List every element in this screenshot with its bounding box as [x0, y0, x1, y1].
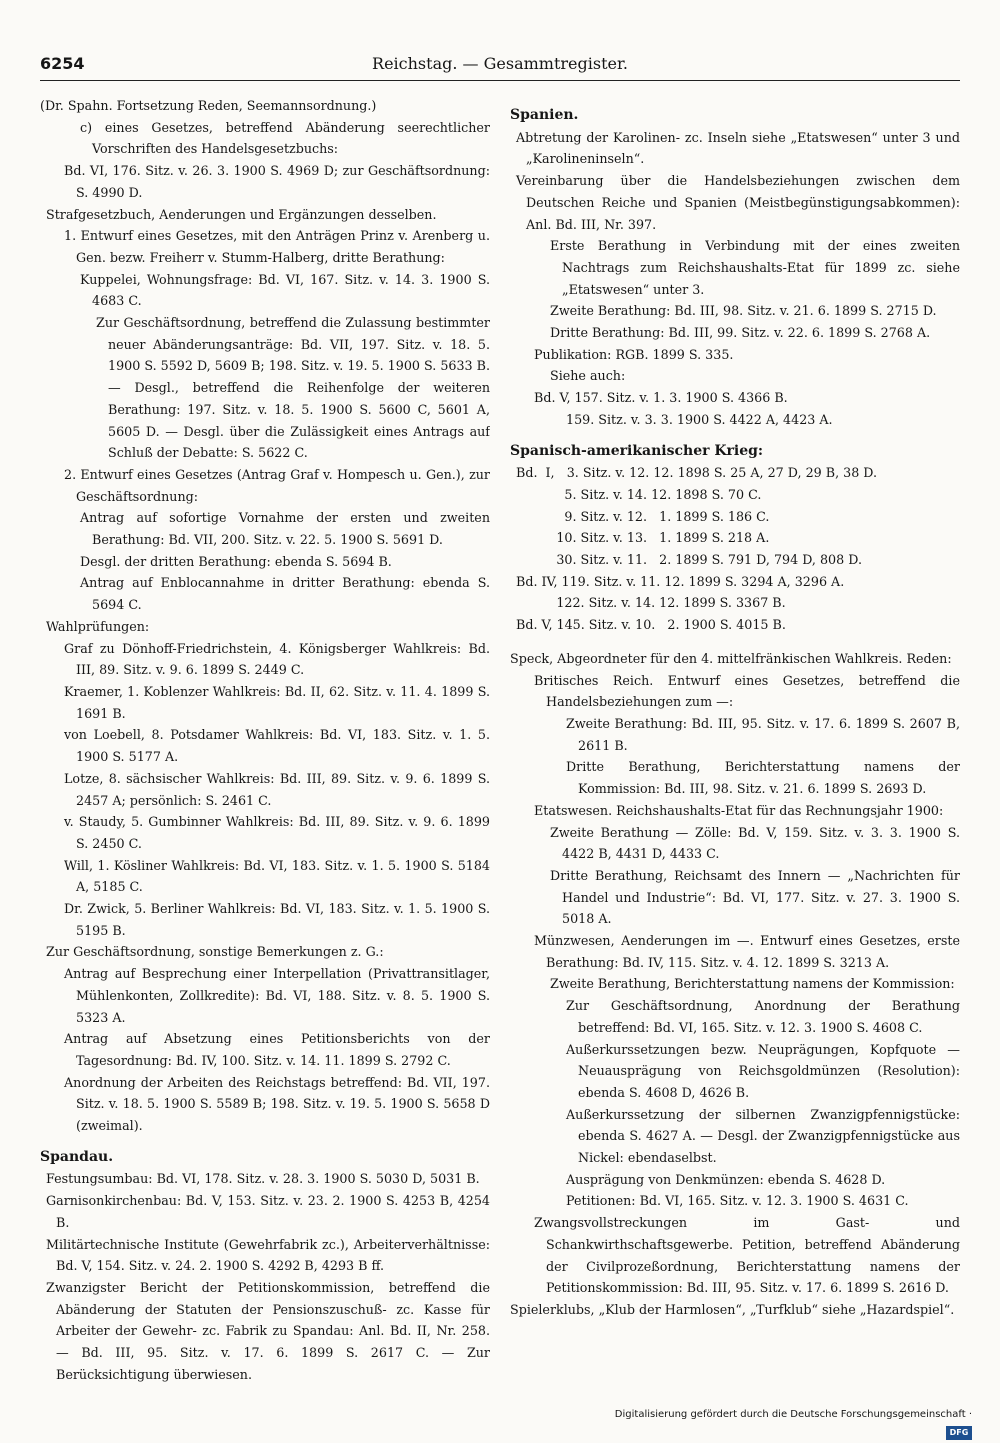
index-entry: Zwanzigster Bericht der Petitionskommission, betreffend die Abänderung der Statuten der Pensionszuschuß- zc. Kasse für Arbeiter der Gewehr- zc. Fabrik zu Spandau: Anl. Bd. II, Nr. 258. — Bd. III, 95. Sitz. v. 17. 6. 1899 S. 2617 C. — Zur Berücksichtigung überwiesen. — [46, 1279, 490, 1382]
index-entry: Dr. Zwick, 5. Berliner Wahlkreis: Bd. VI, 183. Sitz. v. 1. 5. 1900 S. 5195 B. — [64, 901, 490, 938]
index-entry: Zweite Berathung: Bd. III, 95. Sitz. v. 17. 6. 1899 S. 2607 B, 2611 B. — [566, 715, 960, 753]
index-entry: Bd. IV, 119. Sitz. v. 11. 12. 1899 S. 3294 A, 3296 A. — [516, 573, 845, 589]
index-entry: Speck, Abgeordneter für den 4. mittelfränkischen Wahlkreis. Reden: — [510, 650, 952, 666]
index-entry: Strafgesetzbuch, Aenderungen und Ergänzungen desselben. — [46, 206, 437, 222]
index-entry: 122. Sitz. v. 14. 12. 1899 S. 3367 B. — [516, 595, 786, 611]
index-entry: Wahlprüfungen: — [46, 618, 150, 634]
index-entry: Antrag auf Enblocannahme in dritter Berathung: ebenda S. 5694 C. — [80, 575, 490, 613]
index-entry: Bd. I, 3. Sitz. v. 12. 12. 1898 S. 25 A, 27 D, 29 B, 38 D. — [516, 465, 878, 481]
index-entry: Graf zu Dönhoff-Friedrichstein, 4. Königsberger Wahlkreis: Bd. III, 89. Sitz. v. 9. 6. 1899 S. 2449 C. — [64, 640, 490, 678]
index-entry: 9. Sitz. v. 12. 1. 1899 S. 186 C. — [516, 508, 770, 524]
index-entry: Ausprägung von Denkmünzen: ebenda S. 4628 D. — [566, 1171, 886, 1187]
index-entry: Lotze, 8. sächsischer Wahlkreis: Bd. III, 89. Sitz. v. 9. 6. 1899 S. 2457 A; persönlich: S. 2461 C. — [64, 770, 490, 808]
index-entry: Münzwesen, Aenderungen im —. Entwurf eines Gesetzes, erste Berathung: Bd. IV, 115. Sitz. v. 4. 12. 1899 S. 3213 A. — [534, 933, 960, 970]
index-entry: Antrag auf Besprechung einer Interpellation (Privattransitlager, Mühlenkonten, Zollkredite): Bd. VI, 188. Sitz. v. 8. 5. 1900 S. 5323 A. — [64, 966, 490, 1025]
index-entry: Abtretung der Karolinen- zc. Inseln siehe „Etatswesen“ unter 3 und „Karolineninseln“. — [516, 129, 960, 167]
index-entry: von Loebell, 8. Potsdamer Wahlkreis: Bd. VI, 183. Sitz. v. 1. 5. 1900 S. 5177 A. — [64, 727, 490, 765]
index-entry: Petitionen: Bd. VI, 165. Sitz. v. 12. 3. 1900 S. 4631 C. — [566, 1193, 909, 1209]
index-entry: Bd. VI, 176. Sitz. v. 26. 3. 1900 S. 4969 D; zur Geschäftsordnung: S. 4990 D. — [64, 163, 490, 200]
right-column — [510, 95, 960, 1385]
index-entry: c) eines Gesetzes, betreffend Abänderung seerechtlicher Vorschriften des Handelsgesetzbuchs: — [80, 119, 490, 157]
index-entry: Spielerklubs, „Klub der Harmlosen“, „Turfklub“ siehe „Hazardspiel“. — [510, 1301, 955, 1317]
index-entry: Zur Geschäftsordnung, Anordnung der Berathung betreffend: Bd. VI, 165. Sitz. v. 12. 3. 1900 S. 4608 C. — [566, 998, 960, 1035]
index-entry: Militärtechnische Institute (Gewehrfabrik zc.), Arbeiterverhältnisse: Bd. V, 154. Sitz. v. 24. 2. 1900 S. 4292 B, 4293 B ff. — [46, 1236, 490, 1274]
index-entry: Anordnung der Arbeiten des Reichstags betreffend: Bd. VII, 197. Sitz. v. 18. 5. 1900 S. 5589 B; 198. Sitz. v. 19. 5. 1900 S. 5658 D (zweimal). — [64, 1074, 490, 1134]
index-entry: Will, 1. Kösliner Wahlkreis: Bd. VI, 183. Sitz. v. 1. 5. 1900 S. 5184 A, 5185 C. — [64, 857, 490, 895]
index-entry: Garnisonkirchenbau: Bd. V, 153. Sitz. v. 23. 2. 1900 S. 4253 B, 4254 B. — [46, 1193, 490, 1230]
index-entry: Dritte Berathung, Berichterstattung namens der Kommission: Bd. III, 98. Sitz. v. 21. 6. 1899 S. 2693 D. — [566, 759, 960, 797]
index-entry: Zweite Berathung, Berichterstattung namens der Kommission: — [550, 976, 955, 992]
footer-credit: Digitalisierung gefördert durch die Deutsche Forschungsgemeinschaft · — [614, 1409, 972, 1420]
index-entry: 5. Sitz. v. 14. 12. 1898 S. 70 C. — [516, 486, 762, 502]
index-entry: Etatswesen. Reichshaushalts-Etat für das Rechnungsjahr 1900: — [534, 802, 944, 818]
index-entry: Spandau. — [40, 1148, 114, 1165]
index-entry: (Dr. Spahn. Fortsetzung Reden, Seemannsordnung.) — [40, 98, 377, 113]
index-entry: Kraemer, 1. Koblenzer Wahlkreis: Bd. II, 62. Sitz. v. 11. 4. 1899 S. 1691 B. — [64, 683, 490, 721]
index-entry: Zwangsvollstreckungen im Gast- und Schankwirthschaftsgewerbe. Petition, betreffend Abänderung der Civilprozeßordnung, Berichterstattung namens der Petitionskommission: Bd. III, 95. Sitz. v. 17. 6. 1899 S. 2616 D. — [534, 1215, 960, 1296]
index-entry: Außerkurssetzung der silbernen Zwanzigpfennigstücke: ebenda S. 4627 A. — Desgl. der Zwanzigpfennigstücke aus Nickel: ebendaselbst. — [566, 1106, 960, 1166]
index-entry: Zur Geschäftsordnung, sonstige Bemerkungen z. G.: — [46, 944, 384, 960]
dfg-logo: DFG — [946, 1426, 972, 1440]
page-footer — [600, 1406, 972, 1437]
page-header — [40, 54, 960, 80]
header-rule — [40, 80, 960, 81]
index-entry: Antrag auf Absetzung eines Petitionsberichts von der Tagesordnung: Bd. IV, 100. Sitz. v. 14. 11. 1899 S. 2792 C. — [64, 1031, 490, 1068]
index-entry: Dritte Berathung: Bd. III, 99. Sitz. v. 22. 6. 1899 S. 2768 A. — [550, 325, 931, 341]
index-entry: Zweite Berathung: Bd. III, 98. Sitz. v. 21. 6. 1899 S. 2715 D. — [550, 303, 937, 319]
index-entry: 1. Entwurf eines Gesetzes, mit den Anträgen Prinz v. Arenberg u. Gen. bezw. Freiherr v. Stumm-Halberg, dritte Berathung: — [64, 228, 490, 265]
index-entry: Festungsumbau: Bd. VI, 178. Sitz. v. 28. 3. 1900 S. 5030 D, 5031 B. — [46, 1171, 480, 1187]
index-entry: Zur Geschäftsordnung, betreffend die Zulassung bestimmter neuer Abänderungsanträge: Bd. VII, 197. Sitz. v. 18. 5. 1900 S. 5592 D, 5609 B; 198. Sitz. v. 19. 5. 1900 S. 5633 B. — Desgl., betreffend die Reihenfolge der weiteren Berathung: 197. Sitz. v. 18. 5. 1900 S. 5600 C, 5601 A, 5605 D. — Desgl. über die Zulässigkeit eines Antrags auf Schluß der Debatte: S. 5622 C. — [96, 315, 490, 461]
index-entry: Bd. V, 157. Sitz. v. 1. 3. 1900 S. 4366 B. — [534, 390, 788, 406]
index-entry: Spanisch-amerikanischer Krieg: — [510, 442, 764, 459]
index-entry: Dritte Berathung, Reichsamt des Innern — „Nachrichten für Handel und Industrie“: Bd. VI, 177. Sitz. v. 27. 3. 1900 S. 5018 A. — [550, 867, 960, 927]
index-entry: Spanien. — [510, 107, 579, 123]
index-entry: 10. Sitz. v. 13. 1. 1899 S. 218 A. — [516, 530, 770, 546]
index-entry: Vereinbarung über die Handelsbeziehungen zwischen dem Deutschen Reiche und Spanien (Meistbegünstigungsabkommen): Anl. Bd. III, Nr. 397. — [516, 173, 960, 232]
index-entry: Desgl. der dritten Berathung: ebenda S. 5694 B. — [80, 553, 392, 569]
index-entry: Außerkurssetzungen bezw. Neuprägungen, Kopfquote — Neuausprägung von Reichsgoldmünzen (Resolution): ebenda S. 4608 D, 4626 B. — [566, 1041, 960, 1100]
index-entry: Britisches Reich. Entwurf eines Gesetzes, betreffend die Handelsbeziehungen zum —: — [534, 672, 960, 710]
index-entry: Erste Berathung in Verbindung mit der eines zweiten Nachtrags zum Reichshaushalts-Etat für 1899 zc. siehe „Etatswesen“ unter 3. — [550, 238, 960, 297]
index-entry: Publikation: RGB. 1899 S. 335. — [534, 346, 734, 362]
index-entry: 2. Entwurf eines Gesetzes (Antrag Graf v. Hompesch u. Gen.), zur Geschäftsordnung: — [64, 466, 490, 504]
index-entry: Zweite Berathung — Zölle: Bd. V, 159. Sitz. v. 3. 3. 1900 S. 4422 B, 4431 D, 4433 C. — [550, 824, 960, 862]
index-entry: 30. Sitz. v. 11. 2. 1899 S. 791 D, 794 D, 808 D. — [516, 552, 862, 568]
index-entry: 159. Sitz. v. 3. 3. 1900 S. 4422 A, 4423 A. — [566, 411, 833, 427]
index-entry: v. Staudy, 5. Gumbinner Wahlkreis: Bd. III, 89. Sitz. v. 9. 6. 1899 S. 2450 C. — [64, 814, 490, 851]
index-entry: Antrag auf sofortige Vornahme der ersten und zweiten Berathung: Bd. VII, 200. Sitz. v. 22. 5. 1900 S. 5691 D. — [80, 510, 490, 548]
running-title: Reichstag. — Gesammtregister. — [372, 54, 628, 73]
index-entry: Siehe auch: — [550, 368, 626, 384]
index-entry: Bd. V, 145. Sitz. v. 10. 2. 1900 S. 4015 B. — [516, 617, 786, 633]
index-entry: Kuppelei, Wohnungsfrage: Bd. VI, 167. Sitz. v. 14. 3. 1900 S. 4683 C. — [80, 271, 490, 309]
left-column — [40, 95, 490, 1385]
page-number: 6254 — [40, 54, 85, 73]
